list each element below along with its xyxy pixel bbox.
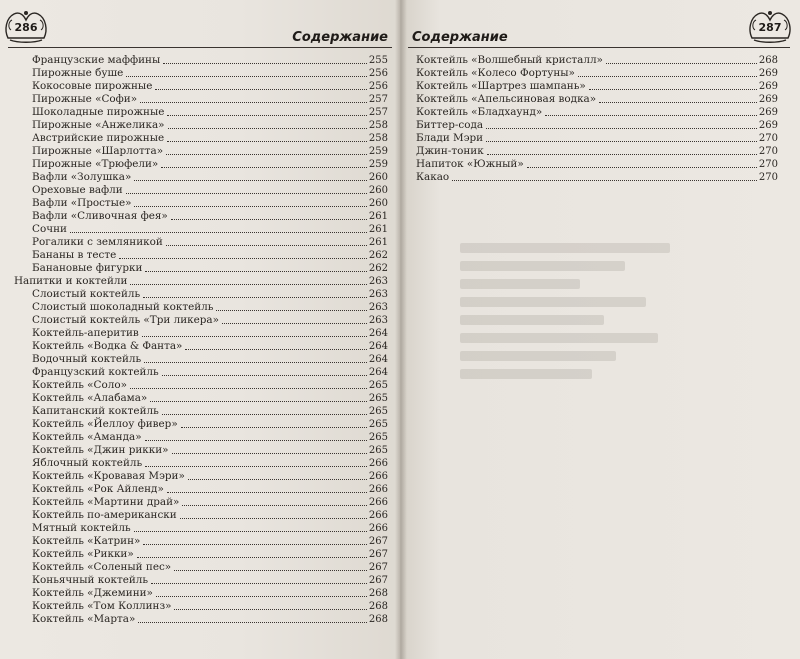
dot-leader: [487, 153, 757, 155]
toc-entry-page: 265: [368, 432, 388, 443]
dot-leader: [174, 608, 366, 610]
toc-entry-title: Пирожные «Софи»: [32, 93, 138, 105]
toc-entry-title: Слоистый коктейль «Три ликера»: [32, 314, 219, 326]
dot-leader: [167, 491, 367, 493]
header-rule: [408, 47, 790, 48]
toc-entry-title: Напитки и коктейли: [14, 275, 128, 287]
toc-entry: [14, 587, 388, 600]
toc-entry-page: 262: [368, 250, 388, 261]
toc-entry-title: Коктейль «Алабама»: [32, 392, 148, 404]
toc-entry: [14, 54, 388, 67]
toc-entry-page: 270: [758, 159, 778, 170]
toc-entry-page: 265: [368, 380, 388, 391]
dot-leader: [130, 387, 367, 389]
toc-entry-page: 261: [368, 224, 388, 235]
dot-leader: [166, 153, 367, 155]
toc-entry-title: Коктейль-аперитив: [32, 327, 139, 339]
toc-entry: [14, 600, 388, 613]
dot-leader: [185, 348, 366, 350]
toc-entry-page: 265: [368, 393, 388, 404]
toc-entry: [14, 340, 388, 353]
toc-entry: [416, 158, 778, 171]
toc-entry-title: Пирожные «Трюфели»: [32, 158, 159, 170]
toc-entry: [14, 236, 388, 249]
dot-leader: [134, 205, 366, 207]
dot-leader: [156, 595, 367, 597]
toc-entry-title: Коктейль «Мартини драй»: [32, 496, 180, 508]
toc-entry-title: Яблочный коктейль: [32, 457, 143, 469]
toc-entry-page: 263: [368, 289, 388, 300]
toc-entry-title: Вафли «Сливочная фея»: [32, 210, 168, 222]
dot-leader: [142, 335, 367, 337]
dot-leader: [162, 413, 367, 415]
toc-entry-page: 266: [368, 471, 388, 482]
toc-entry-page: 257: [368, 94, 388, 105]
dot-leader: [162, 374, 367, 376]
toc-entry-page: 270: [758, 133, 778, 144]
toc-entry-page: 258: [368, 133, 388, 144]
toc-entry-page: 260: [368, 198, 388, 209]
dot-leader: [151, 582, 367, 584]
running-header-title: Содержание: [412, 30, 508, 45]
toc-entry-page: 270: [758, 172, 778, 183]
dot-leader: [137, 556, 367, 558]
toc-entry: [14, 197, 388, 210]
toc-entry-title: Кокосовые пирожные: [32, 80, 153, 92]
toc-entry-title: Коктейль «Рикки»: [32, 548, 134, 560]
toc-entry-page: 257: [368, 107, 388, 118]
toc-entry: [14, 93, 388, 106]
toc-entry-page: 267: [368, 536, 388, 547]
toc-entry-page: 265: [368, 406, 388, 417]
dot-leader: [527, 166, 757, 168]
right-page: [400, 0, 800, 659]
toc-entry: [14, 470, 388, 483]
toc-entry-title: Коктейль «Йеллоу фивер»: [32, 418, 178, 430]
toc-entry-page: 268: [368, 601, 388, 612]
toc-entry: [14, 431, 388, 444]
toc-entry-page: 263: [368, 276, 388, 287]
dot-leader: [134, 530, 367, 532]
toc-entry: [416, 145, 778, 158]
toc-entry: [14, 314, 388, 327]
toc-entry-page: 259: [368, 159, 388, 170]
toc-entry: [14, 548, 388, 561]
toc-entry: [14, 80, 388, 93]
toc-list: [14, 54, 388, 626]
dot-leader: [182, 504, 367, 506]
toc-entry-title: Коктейль «Колесо Фортуны»: [416, 67, 575, 79]
dot-leader: [143, 543, 367, 545]
toc-entry: [416, 93, 778, 106]
dot-leader: [145, 465, 367, 467]
toc-entry-page: 266: [368, 523, 388, 534]
toc-entry-title: Коктейль «Соло»: [32, 379, 127, 391]
toc-entry-title: Джин-тоник: [416, 145, 484, 157]
toc-entry: [14, 171, 388, 184]
toc-entry-page: 265: [368, 445, 388, 456]
toc-entry: [14, 301, 388, 314]
toc-entry-page: 256: [368, 81, 388, 92]
toc-entry: [14, 561, 388, 574]
toc-entry-page: 258: [368, 120, 388, 131]
dot-leader: [163, 62, 367, 64]
toc-entry-page: 262: [368, 263, 388, 274]
toc-entry: [14, 613, 388, 626]
toc-entry: [14, 574, 388, 587]
page-number: 286: [14, 21, 38, 34]
page-number-emblem: [746, 8, 794, 46]
dot-leader: [174, 569, 367, 571]
toc-entry-title: Бананы в тесте: [32, 249, 117, 261]
toc-entry-title: Коктейль «Рок Айленд»: [32, 483, 164, 495]
toc-entry-title: Шоколадные пирожные: [32, 106, 165, 118]
toc-entry: [14, 509, 388, 522]
toc-entry: [14, 249, 388, 262]
toc-entry: [14, 119, 388, 132]
toc-entry: [14, 457, 388, 470]
toc-entry-page: 264: [368, 354, 388, 365]
toc-entry: [14, 158, 388, 171]
toc-entry-title: Коктейль «Водка & Фанта»: [32, 340, 183, 352]
dot-leader: [126, 75, 367, 77]
toc-entry-title: Вафли «Золушка»: [32, 171, 132, 183]
dot-leader: [222, 322, 367, 324]
toc-entry-title: Коктейль «Апельсиновая водка»: [416, 93, 597, 105]
toc-entry-page: 261: [368, 211, 388, 222]
toc-entry-page: 267: [368, 575, 388, 586]
toc-entry: [14, 275, 388, 288]
running-header-title: Содержание: [292, 30, 388, 45]
toc-entry: [416, 106, 778, 119]
toc-entry-title: Ореховые вафли: [32, 184, 123, 196]
toc-entry-page: 269: [758, 120, 778, 131]
toc-entry-title: Французский коктейль: [32, 366, 159, 378]
toc-entry-title: Коктейль «Кровавая Мэри»: [32, 470, 185, 482]
dot-leader: [180, 517, 367, 519]
dot-leader: [216, 309, 367, 311]
dot-leader: [155, 88, 367, 90]
toc-entry-title: Сочни: [32, 223, 67, 235]
dot-leader: [150, 400, 367, 402]
dot-leader: [144, 361, 367, 363]
toc-entry-title: Коктейль «Том Коллинз»: [32, 600, 172, 612]
toc-entry-title: Коктейль «Волшебный кристалл»: [416, 54, 603, 66]
toc-entry-title: Капитанский коктейль: [32, 405, 159, 417]
toc-entry-title: Французские маффины: [32, 54, 161, 66]
toc-entry-page: 263: [368, 302, 388, 313]
toc-entry-page: 268: [758, 55, 778, 66]
toc-entry-title: Банановые фигурки: [32, 262, 143, 274]
dot-leader: [145, 270, 367, 272]
toc-entry: [14, 418, 388, 431]
toc-entry-title: Пирожные «Шарлотта»: [32, 145, 164, 157]
toc-entry: [14, 366, 388, 379]
toc-entry-page: 269: [758, 68, 778, 79]
toc-entry-title: Какао: [416, 171, 450, 183]
toc-entry-page: 267: [368, 562, 388, 573]
toc-entry-title: Коктейль по-американски: [32, 509, 177, 521]
dot-leader: [589, 88, 757, 90]
show-through-imprint: [460, 235, 760, 387]
toc-entry: [14, 535, 388, 548]
dot-leader: [181, 426, 367, 428]
toc-entry-title: Пирожные буше: [32, 67, 124, 79]
toc-entry-page: 260: [368, 172, 388, 183]
toc-entry-page: 261: [368, 237, 388, 248]
toc-entry-page: 266: [368, 510, 388, 521]
dot-leader: [161, 166, 367, 168]
toc-entry-title: Коньячный коктейль: [32, 574, 149, 586]
toc-entry: [14, 288, 388, 301]
page-number-emblem: [2, 8, 50, 46]
dot-leader: [119, 257, 367, 259]
dot-leader: [138, 621, 367, 623]
toc-entry-page: 260: [368, 185, 388, 196]
dot-leader: [486, 140, 757, 142]
toc-entry-page: 266: [368, 458, 388, 469]
toc-entry: [14, 522, 388, 535]
toc-entry-title: Мятный коктейль: [32, 522, 131, 534]
toc-entry: [14, 392, 388, 405]
toc-entry-page: 256: [368, 68, 388, 79]
toc-entry-page: 268: [368, 614, 388, 625]
toc-entry: [14, 444, 388, 457]
dot-leader: [166, 244, 367, 246]
toc-entry-title: Пирожные «Анжелика»: [32, 119, 165, 131]
toc-entry: [14, 353, 388, 366]
dot-leader: [168, 127, 367, 129]
toc-entry-page: 264: [368, 328, 388, 339]
toc-entry-page: 259: [368, 146, 388, 157]
toc-entry-title: Коктейль «Джемини»: [32, 587, 153, 599]
dot-leader: [140, 101, 367, 103]
toc-entry-title: Водочный коктейль: [32, 353, 142, 365]
toc-entry-title: Коктейль «Бладхаунд»: [416, 106, 543, 118]
dot-leader: [188, 478, 367, 480]
toc-entry-title: Коктейль «Соленый пес»: [32, 561, 172, 573]
dot-leader: [167, 114, 367, 116]
toc-entry: [416, 80, 778, 93]
toc-entry: [14, 262, 388, 275]
toc-entry-page: 264: [368, 341, 388, 352]
dot-leader: [134, 179, 367, 181]
toc-entry-title: Коктейль «Марта»: [32, 613, 136, 625]
dot-leader: [545, 114, 757, 116]
dot-leader: [130, 283, 367, 285]
toc-entry-page: 270: [758, 146, 778, 157]
toc-entry: [14, 184, 388, 197]
toc-entry-page: 266: [368, 484, 388, 495]
toc-entry-page: 265: [368, 419, 388, 430]
dot-leader: [126, 192, 367, 194]
toc-entry-page: 266: [368, 497, 388, 508]
toc-entry: [14, 496, 388, 509]
dot-leader: [452, 179, 757, 181]
toc-entry: [416, 67, 778, 80]
toc-entry: [14, 106, 388, 119]
toc-entry-page: 269: [758, 94, 778, 105]
toc-entry: [14, 483, 388, 496]
toc-entry-page: 255: [368, 55, 388, 66]
toc-entry-page: 264: [368, 367, 388, 378]
toc-entry-page: 269: [758, 81, 778, 92]
dot-leader: [599, 101, 757, 103]
dot-leader: [578, 75, 757, 77]
toc-entry: [14, 210, 388, 223]
toc-entry-page: 263: [368, 315, 388, 326]
toc-entry-title: Вафли «Простые»: [32, 197, 132, 209]
header-rule: [8, 47, 392, 48]
toc-entry: [14, 145, 388, 158]
dot-leader: [606, 62, 757, 64]
toc-entry: [14, 223, 388, 236]
toc-entry-page: 269: [758, 107, 778, 118]
toc-entry-title: Коктейль «Катрин»: [32, 535, 141, 547]
dot-leader: [167, 140, 367, 142]
toc-entry-page: 268: [368, 588, 388, 599]
toc-entry: [416, 119, 778, 132]
toc-entry-title: Австрийские пирожные: [32, 132, 165, 144]
toc-entry-title: Биттер-сода: [416, 119, 484, 131]
dot-leader: [70, 231, 367, 233]
toc-entry: [416, 132, 778, 145]
toc-entry-title: Коктейль «Джин рикки»: [32, 444, 169, 456]
dot-leader: [145, 439, 367, 441]
dot-leader: [486, 127, 757, 129]
toc-entry: [14, 379, 388, 392]
toc-entry-title: Блади Мэри: [416, 132, 484, 144]
toc-entry-title: Слоистый шоколадный коктейль: [32, 301, 214, 313]
dot-leader: [172, 452, 367, 454]
toc-entry-page: 267: [368, 549, 388, 560]
toc-entry: [416, 54, 778, 67]
dot-leader: [143, 296, 367, 298]
toc-entry: [14, 132, 388, 145]
toc-entry-title: Напиток «Южный»: [416, 158, 524, 170]
page-number: 287: [758, 21, 782, 34]
toc-entry: [416, 171, 778, 184]
toc-entry-title: Рогалики с земляникой: [32, 236, 163, 248]
toc-entry-title: Слоистый коктейль: [32, 288, 141, 300]
dot-leader: [171, 218, 367, 220]
toc-entry: [14, 67, 388, 80]
toc-entry-title: Коктейль «Шартрез шампань»: [416, 80, 586, 92]
toc-entry-title: Коктейль «Аманда»: [32, 431, 142, 443]
toc-entry: [14, 327, 388, 340]
toc-list: [416, 54, 778, 184]
toc-entry: [14, 405, 388, 418]
